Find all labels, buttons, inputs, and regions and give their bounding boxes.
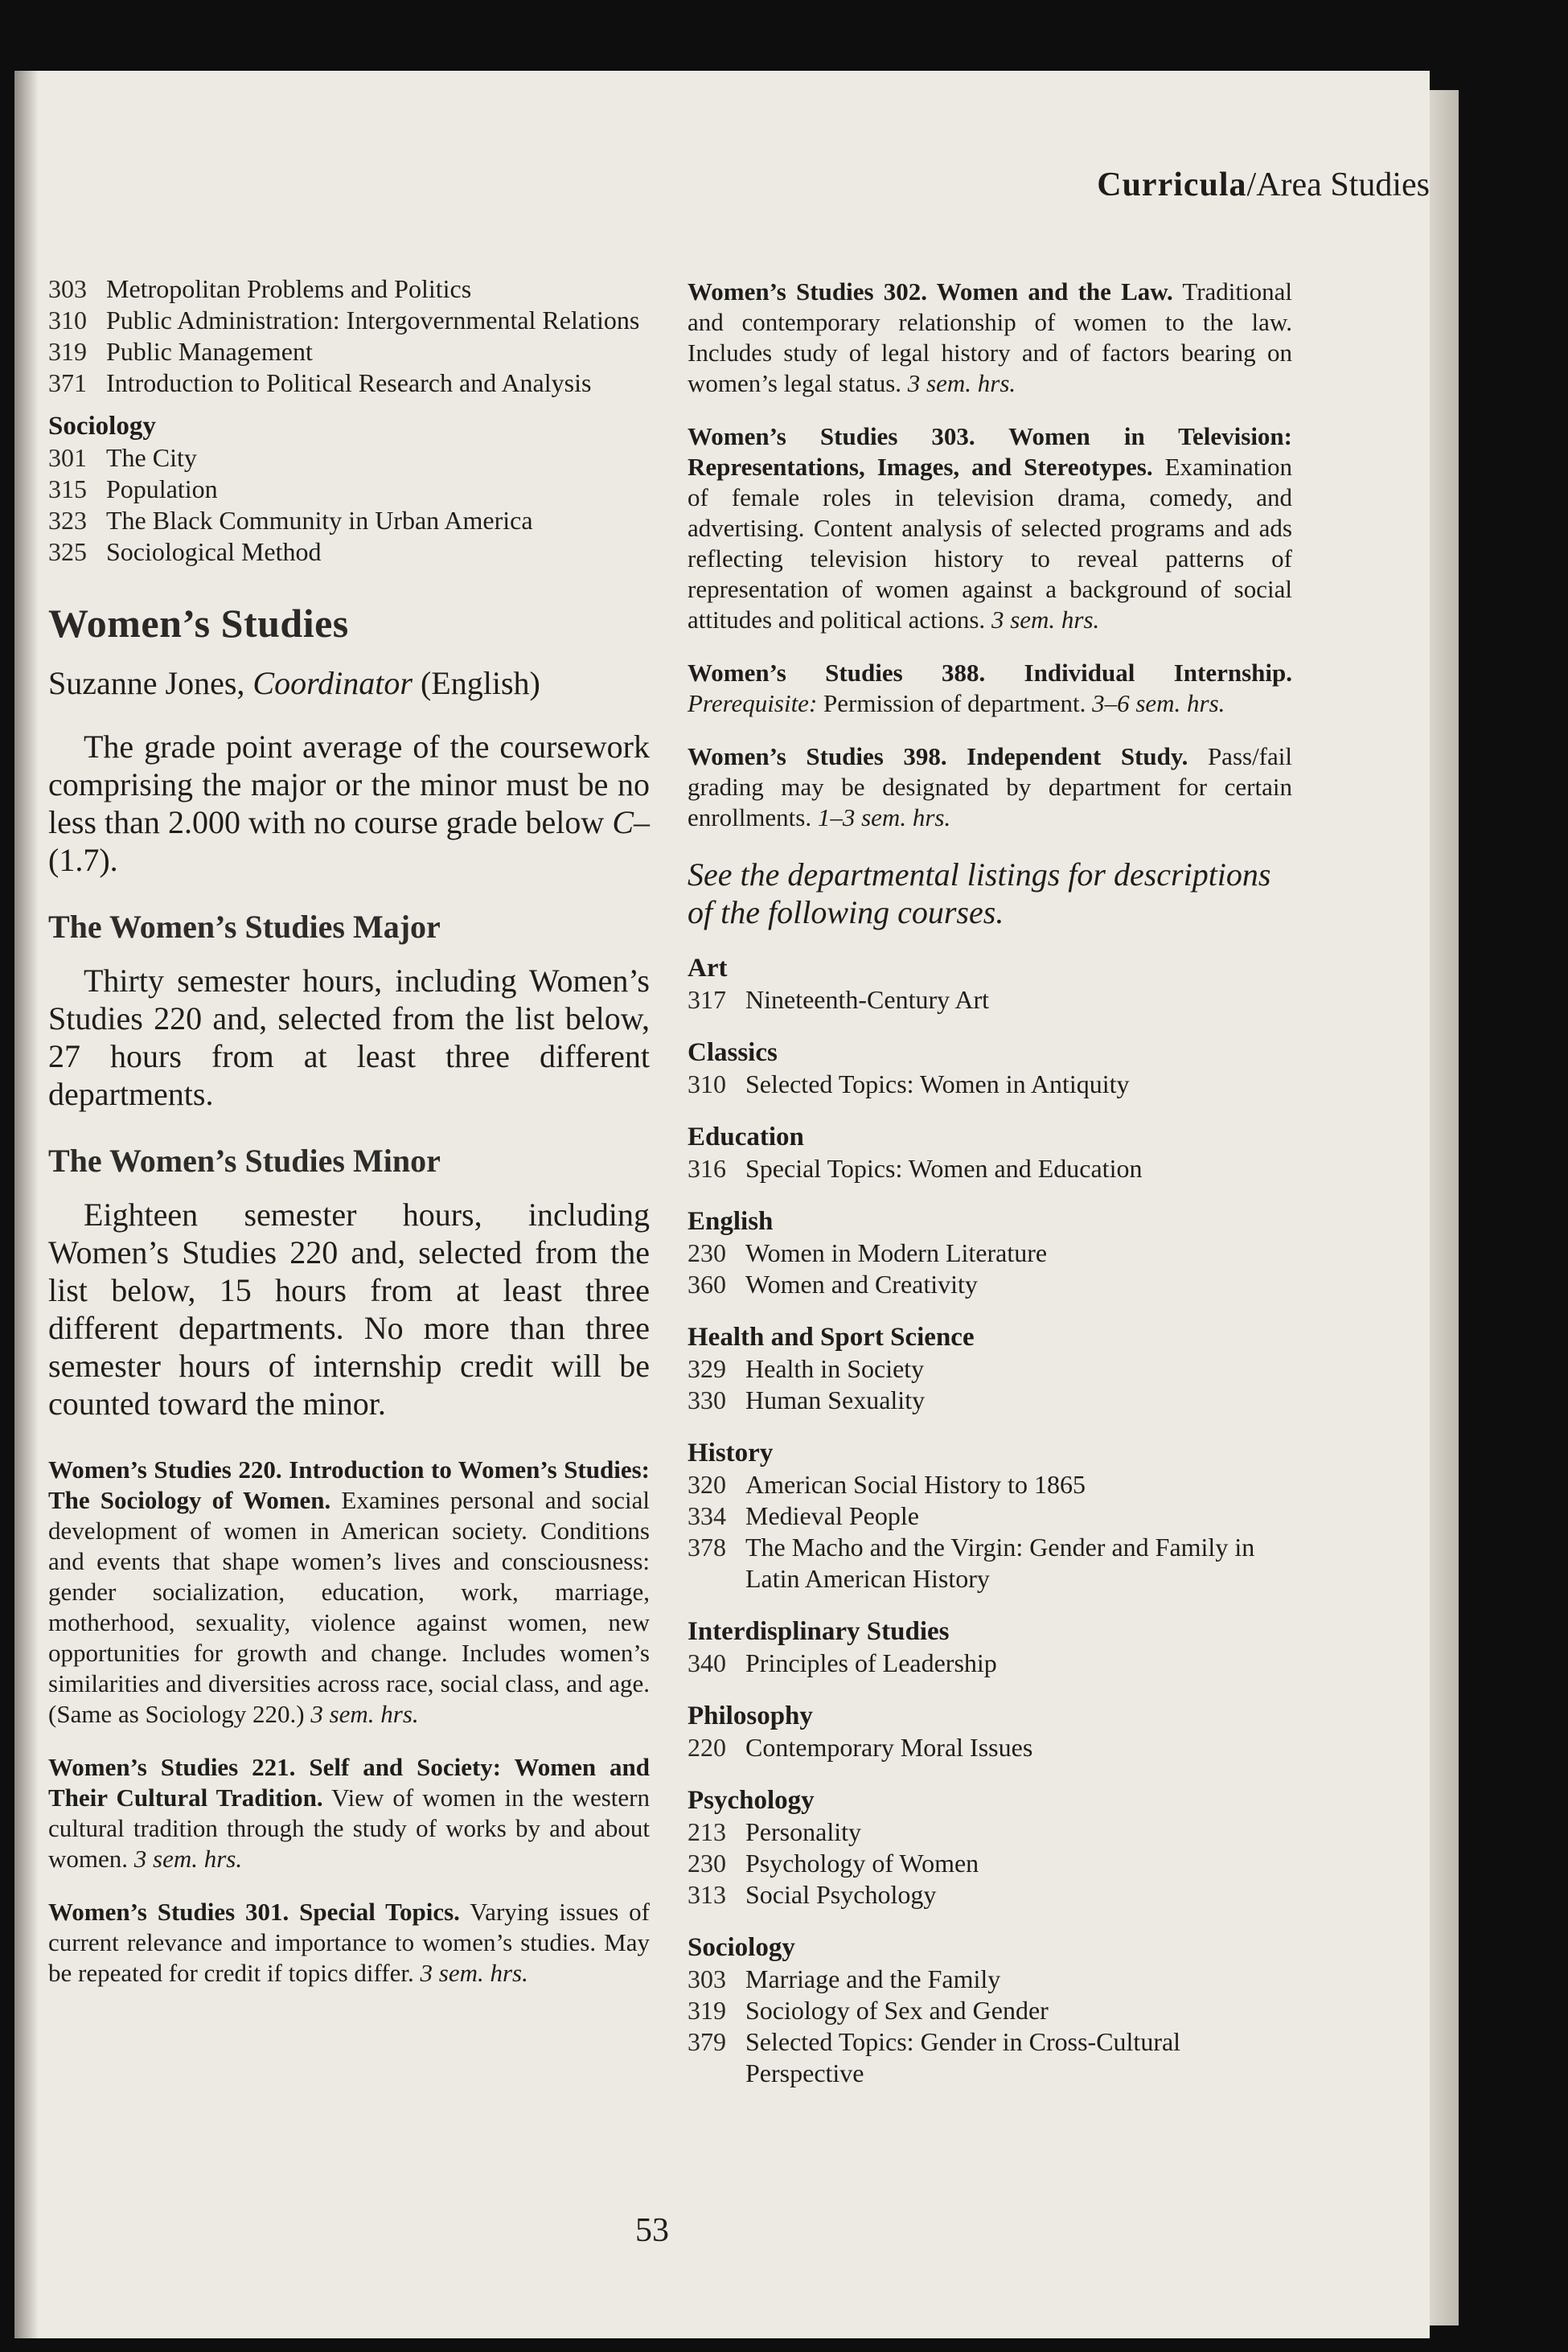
department-health-sport-science xyxy=(688,1321,1292,1416)
course-line xyxy=(688,1964,1292,1995)
course-line xyxy=(688,984,1292,1016)
coordinator-line xyxy=(48,664,650,702)
course-line xyxy=(688,2026,1292,2089)
department-heading: Sociology xyxy=(688,1933,795,1962)
course-title: Sociological Method xyxy=(106,537,322,566)
department-philosophy xyxy=(688,1700,1292,1763)
course-description-text: Examines personal and social development of women in American society. Conditions and events that shape women’s lives and consciousness: gender socialization, education, work, marriage, motherhood, sexuality, violence against women, new opportunities for growth and change. Includes women’s similarities and diversities across race, social class, and age. (Same as Sociology 220.) xyxy=(48,1486,650,1728)
course-number: 378 xyxy=(688,1533,726,1562)
course-number: 316 xyxy=(688,1154,726,1183)
minor-heading: The Women’s Studies Minor xyxy=(48,1143,441,1179)
course-number: 360 xyxy=(688,1270,726,1299)
course-description xyxy=(688,741,1292,833)
course-line xyxy=(48,536,650,568)
course-line xyxy=(48,505,650,536)
course-title: Public Management xyxy=(106,337,313,366)
course-line xyxy=(688,1816,1292,1848)
gpa-grade: C– xyxy=(612,804,650,840)
department-heading: Interdisplinary Studies xyxy=(688,1617,950,1646)
page-edge xyxy=(1430,90,1459,2325)
course-hours: 1–3 sem. hrs. xyxy=(817,803,951,831)
course-line xyxy=(688,1385,1292,1416)
course-title: Contemporary Moral Issues xyxy=(745,1733,1033,1762)
major-heading: The Women’s Studies Major xyxy=(48,909,441,945)
department-education xyxy=(688,1121,1292,1184)
course-line xyxy=(48,273,650,305)
left-column xyxy=(48,273,650,2011)
course-number: 379 xyxy=(688,2027,726,2056)
course-title: Introduction to Political Research and Analysis xyxy=(106,368,592,397)
department-classics xyxy=(688,1036,1292,1100)
course-title: Health in Society xyxy=(745,1354,925,1383)
department-english xyxy=(688,1205,1292,1300)
course-number: 334 xyxy=(688,1501,726,1530)
department-heading: Art xyxy=(688,954,728,983)
course-description-head: Women’s Studies 388. Individual Internship. xyxy=(688,659,1292,687)
course-line xyxy=(688,1500,1292,1532)
coordinator-role: Coordinator xyxy=(252,665,413,701)
department-heading: Psychology xyxy=(688,1786,815,1815)
political-science-course-list xyxy=(48,273,650,568)
course-title: Women in Modern Literature xyxy=(745,1238,1048,1267)
course-hours: 3 sem. hrs. xyxy=(133,1845,243,1873)
course-line xyxy=(688,1732,1292,1763)
course-title: Metropolitan Problems and Politics xyxy=(106,274,472,303)
course-title: Sociology of Sex and Gender xyxy=(745,1996,1049,2025)
course-description-head: Women’s Studies 303. Women in Television: Representations, Images, and Stereotypes. xyxy=(688,422,1292,481)
course-line xyxy=(48,367,650,399)
course-line xyxy=(688,1848,1292,1879)
section-title: Women’s Studies xyxy=(48,601,349,646)
course-number: 319 xyxy=(688,1996,726,2025)
course-number: 230 xyxy=(688,1849,726,1878)
department-psychology xyxy=(688,1784,1292,1911)
prerequisite-label: Prerequisite: xyxy=(688,689,818,717)
course-description-text: Examination of female roles in television drama, comedy, and advertising. Content analysis of selected programs and ads reflecting television history to reveal patterns of representation of women against a background of social attitudes and political actions. xyxy=(688,453,1292,634)
course-description xyxy=(48,1455,650,1730)
course-hours: 3–6 sem. hrs. xyxy=(1092,689,1225,717)
course-line xyxy=(688,1532,1292,1595)
course-description-text: Permission of department. xyxy=(817,689,1093,717)
department-heading: Classics xyxy=(688,1038,778,1067)
course-title: Women and Creativity xyxy=(745,1270,978,1299)
course-hours: 3 sem. hrs. xyxy=(310,1700,419,1728)
course-number: 315 xyxy=(48,474,87,503)
department-heading: Philosophy xyxy=(688,1701,813,1730)
course-description-text: Pass/fail grading may be designated by department for certain enrollments. xyxy=(688,742,1292,831)
department-heading: Education xyxy=(688,1123,804,1151)
course-description xyxy=(48,1752,650,1874)
course-number: 301 xyxy=(48,443,87,472)
course-title: The City xyxy=(106,443,197,472)
course-number: 323 xyxy=(48,506,87,535)
course-number: 310 xyxy=(688,1069,726,1098)
department-sociology xyxy=(688,1931,1292,2089)
running-head-strong: Curricula xyxy=(1097,166,1247,203)
course-line xyxy=(48,474,650,505)
course-number: 319 xyxy=(48,337,87,366)
course-description-text: View of women in the western cultural tradition through the study of works by and about women. xyxy=(48,1783,650,1873)
course-title: Special Topics: Women and Education xyxy=(745,1154,1143,1183)
course-number: 313 xyxy=(688,1880,726,1909)
department-heading: History xyxy=(688,1439,774,1467)
course-title: Social Psychology xyxy=(745,1880,937,1909)
coordinator-dept: (English) xyxy=(412,665,540,701)
course-description xyxy=(688,277,1292,399)
course-description xyxy=(688,421,1292,635)
course-hours: 3 sem. hrs. xyxy=(420,1959,528,1987)
course-title: American Social History to 1865 xyxy=(745,1470,1086,1499)
spine-shadow xyxy=(14,71,39,2338)
course-line xyxy=(48,442,650,474)
course-title: Population xyxy=(106,474,218,503)
course-number: 310 xyxy=(48,306,87,335)
course-number: 320 xyxy=(688,1470,726,1499)
course-title: Marriage and the Family xyxy=(745,1964,1001,1993)
minor-text: Eighteen semester hours, including Women’s Studies 220 and, selected from the list below, 15 hours from at least three different departments. No more than three semester hours of internship credit will be counted toward the minor. xyxy=(48,1197,650,1422)
course-line xyxy=(688,1269,1292,1300)
course-title: Medieval People xyxy=(745,1501,919,1530)
course-line xyxy=(688,1469,1292,1500)
running-head-rest: /Area Studies xyxy=(1246,166,1430,203)
course-title: Principles of Leadership xyxy=(745,1648,997,1677)
course-number: 213 xyxy=(688,1817,726,1846)
department-heading: Health and Sport Science xyxy=(688,1323,975,1352)
gpa-tail: (1.7). xyxy=(48,842,118,878)
gpa-requirement xyxy=(48,728,650,879)
course-title: Public Administration: Intergovernmental Relations xyxy=(106,306,640,335)
course-hours: 3 sem. hrs. xyxy=(907,369,1016,397)
course-description xyxy=(48,1897,650,1989)
major-text: Thirty semester hours, including Women’s Studies 220 and, selected from the list below, 27 hours from at least three different departments. xyxy=(48,963,650,1112)
course-description-head: Women’s Studies 221. Self and Society: Women and Their Cultural Tradition. xyxy=(48,1753,650,1812)
course-line xyxy=(688,1353,1292,1385)
page-number: 53 xyxy=(635,2212,669,2249)
course-title: The Black Community in Urban America xyxy=(106,506,533,535)
course-title: Personality xyxy=(745,1817,861,1846)
department-art xyxy=(688,952,1292,1016)
sociology-heading: Sociology xyxy=(48,412,156,441)
course-title: Selected Topics: Gender in Cross-Cultural Perspective xyxy=(745,2027,1181,2087)
department-interdisciplinary xyxy=(688,1615,1292,1679)
course-number: 329 xyxy=(688,1354,726,1383)
department-history xyxy=(688,1437,1292,1595)
course-title: Selected Topics: Women in Antiquity xyxy=(745,1069,1130,1098)
course-number: 303 xyxy=(688,1964,726,1993)
course-line xyxy=(688,1238,1292,1269)
course-description-head: Women’s Studies 398. Independent Study. xyxy=(688,742,1188,770)
course-number: 317 xyxy=(688,985,726,1014)
course-line xyxy=(688,1069,1292,1100)
department-heading: English xyxy=(688,1207,774,1236)
see-listings-note: See the departmental listings for descriptions of the following courses. xyxy=(688,856,1271,930)
course-line xyxy=(688,1648,1292,1679)
right-column xyxy=(688,277,1292,2110)
course-description-head: Women’s Studies 301. Special Topics. xyxy=(48,1898,460,1926)
course-title: The Macho and the Virgin: Gender and Family in Latin American History xyxy=(745,1533,1255,1593)
course-number: 220 xyxy=(688,1733,726,1762)
course-line xyxy=(48,305,650,336)
course-title: Psychology of Women xyxy=(745,1849,979,1878)
gpa-text: The grade point average of the coursework comprising the major or the minor must be no less than 2.000 with no course grade below xyxy=(48,729,650,840)
course-line xyxy=(688,1879,1292,1911)
course-number: 371 xyxy=(48,368,87,397)
coordinator-name: Suzanne Jones, xyxy=(48,665,253,701)
course-description-text: Traditional and contemporary relationship of women to the law. Includes study of legal history and of factors bearing on women’s legal status. xyxy=(688,277,1292,397)
course-number: 230 xyxy=(688,1238,726,1267)
course-description-head: Women’s Studies 302. Women and the Law. xyxy=(688,277,1173,306)
course-line xyxy=(48,336,650,367)
course-line xyxy=(688,1995,1292,2026)
course-line xyxy=(688,1153,1292,1184)
course-number: 303 xyxy=(48,274,87,303)
course-title: Nineteenth-Century Art xyxy=(745,985,990,1014)
course-title: Human Sexuality xyxy=(745,1385,926,1414)
running-head xyxy=(1097,166,1430,204)
course-number: 340 xyxy=(688,1648,726,1677)
course-number: 330 xyxy=(688,1385,726,1414)
course-description-text: Varying issues of current relevance and importance to women’s studies. May be repeated for credit if topics differ. xyxy=(48,1898,650,1987)
course-description xyxy=(688,658,1292,719)
course-number: 325 xyxy=(48,537,87,566)
course-hours: 3 sem. hrs. xyxy=(991,605,1100,634)
course-description-head: Women’s Studies 220. Introduction to Women’s Studies: The Sociology of Women. xyxy=(48,1455,650,1514)
